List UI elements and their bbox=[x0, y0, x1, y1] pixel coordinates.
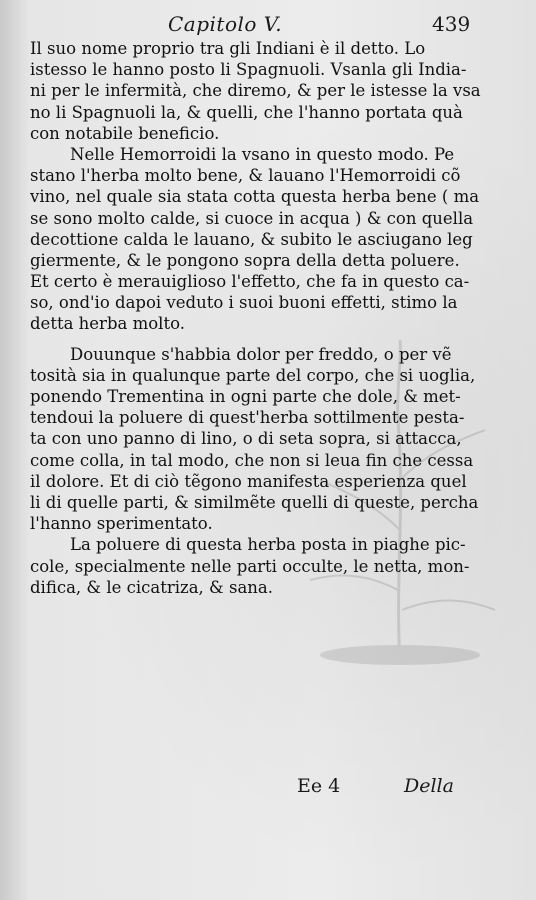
text-line: decottione calda le lauano, & subito le asciugano leg bbox=[30, 229, 473, 249]
signature-mark: Ee 4 bbox=[297, 775, 341, 797]
text-line: Douunque s'habbia dolor per freddo, o per vẽ bbox=[70, 344, 452, 364]
text-line: se sono molto calde, si cuoce in acqua ) & con quella bbox=[30, 208, 474, 228]
running-title: Capitolo V. bbox=[168, 12, 283, 36]
text-line: cole, specialmente nelle parti occulte, le netta, mon- bbox=[30, 556, 470, 576]
paragraph-2 bbox=[30, 144, 500, 335]
text-line: con notabile beneficio. bbox=[30, 123, 220, 143]
paragraph-1 bbox=[30, 38, 500, 144]
paragraph-3 bbox=[30, 344, 500, 535]
text-line: tendoui la poluere di quest'herba sottilmente pesta- bbox=[30, 408, 465, 428]
body-text bbox=[30, 38, 500, 598]
page-number: 439 bbox=[432, 12, 471, 36]
text-line: come colla, in tal modo, che non si leua fin che cessa bbox=[30, 450, 474, 470]
paragraph-gap bbox=[30, 335, 500, 344]
text-line: Nelle Hemorroidi la vsano in questo modo. Pe bbox=[70, 144, 455, 164]
text-line: li di quelle parti, & similmẽte quelli di queste, percha bbox=[30, 492, 479, 512]
text-line: La poluere di questa herba posta in piaghe pic- bbox=[70, 535, 466, 555]
text-line: Il suo nome proprio tra gli Indiani è il detto. Lo bbox=[30, 39, 426, 58]
text-line: Et certo è merauiglioso l'effetto, che fa in questo ca- bbox=[30, 272, 470, 292]
text-line: istesso le hanno posto li Spagnuoli. Vsanla gli India- bbox=[30, 60, 467, 80]
text-line: il dolore. Et di ciò tẽgono manifesta esperienza quel bbox=[30, 471, 467, 491]
text-line: difica, & le cicatriza, & sana. bbox=[30, 577, 273, 597]
paragraph-4 bbox=[30, 534, 500, 598]
catchword: Della bbox=[404, 775, 454, 797]
text-line: so, ond'io dapoi veduto i suoi buoni effetti, stimo la bbox=[30, 293, 458, 313]
text-line: ni per le infermità, che diremo, & per le istesse la vsa bbox=[30, 81, 481, 101]
text-line: ponendo Trementina in ogni parte che dole, & met- bbox=[30, 387, 461, 406]
text-line: no li Spagnuoli la, & quelli, che l'hanno portata quà bbox=[30, 102, 463, 122]
text-line: tosità sia in qualunque parte del corpo, che si uoglia, bbox=[30, 365, 476, 385]
text-line: detta herba molto. bbox=[30, 314, 185, 334]
text-line: stano l'herba molto bene, & lauano l'Hemorroidi cõ bbox=[30, 166, 461, 186]
page-footer bbox=[0, 775, 536, 805]
text-line: giermente, & le pongono sopra della detta poluere. bbox=[30, 250, 460, 270]
running-head bbox=[0, 12, 536, 38]
text-line: vino, nel quale sia stata cotta questa herba bene ( ma bbox=[30, 187, 480, 207]
text-line: ta con uno panno di lino, o di seta sopra, si attacca, bbox=[30, 429, 462, 449]
text-line: l'hanno sperimentato. bbox=[30, 514, 213, 534]
